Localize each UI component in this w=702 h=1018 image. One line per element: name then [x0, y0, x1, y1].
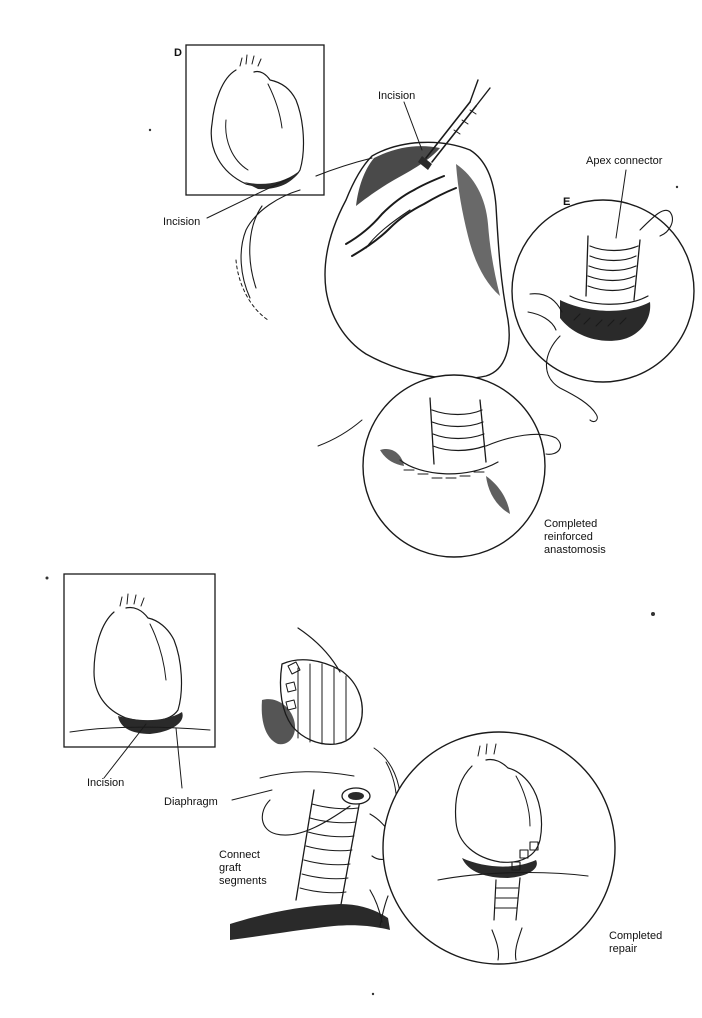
label-diaphragm: Diaphragm: [164, 796, 218, 808]
inset-heart-top: [186, 45, 324, 195]
label-completed-anastomosis-1: Completed: [544, 518, 598, 530]
label-connect-graft-3: segments: [219, 875, 267, 887]
label-connect-graft-1: Connect: [219, 849, 260, 861]
label-incision-top: Incision: [378, 90, 416, 102]
label-incision-inset: Incision: [163, 216, 201, 228]
label-connect-graft-2: graft: [219, 862, 242, 874]
panel-letter-e: E: [563, 196, 571, 208]
label-apex-connector: Apex connector: [586, 155, 663, 167]
inset-heart-bottom: [64, 574, 215, 747]
label-completed-repair-2: repair: [609, 943, 638, 955]
label-incision-lower: Incision: [87, 777, 125, 789]
panel-letter-d: D: [174, 47, 182, 59]
circle-completed-anastomosis: [318, 375, 561, 557]
label-completed-anastomosis-2: reinforced: [544, 531, 593, 543]
leader-diaphragm-main: [232, 790, 272, 800]
label-completed-anastomosis-3: anastomosis: [544, 544, 606, 556]
graft-segments: [230, 628, 400, 940]
circle-apex-connector: [512, 200, 694, 422]
label-completed-repair-1: Completed: [609, 930, 663, 942]
circle-completed-repair: [383, 732, 615, 964]
